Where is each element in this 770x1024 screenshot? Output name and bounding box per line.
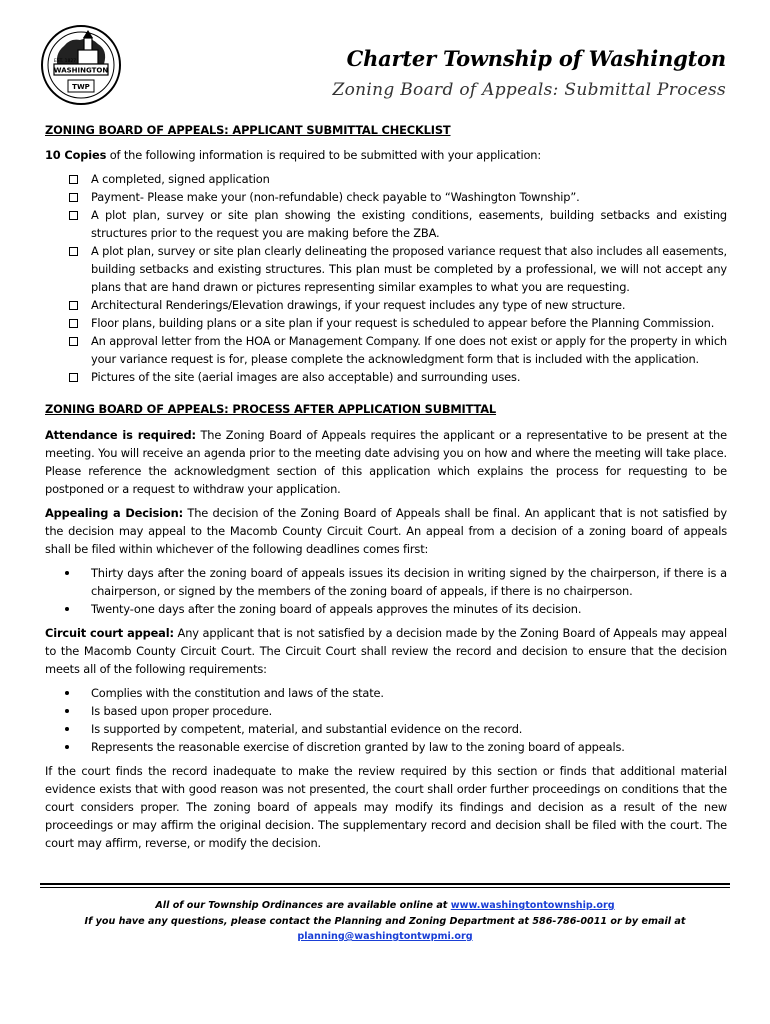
checkbox-icon[interactable] [69, 247, 78, 256]
appeal-text: The decision of the Zoning Board of Appeals shall be final. An applicant that is not satisfied by the decision may appeal to the Macomb County Circuit Court. An appeal from a decision of a zoning board of appeals shall be filed within whichever of the following deadlines comes first: [45, 506, 727, 556]
checklist-intro-text: of the following information is required to be submitted with your application: [106, 148, 542, 162]
circuit-requirements-list [45, 684, 727, 756]
bullet-icon [65, 607, 69, 611]
footer-divider-thin [40, 887, 730, 888]
attendance-paragraph [45, 426, 727, 498]
list-item-text: Is based upon proper procedure. [91, 704, 273, 718]
page-subtitle: Zoning Board of Appeals: Submittal Process [332, 80, 726, 100]
bullet-icon [65, 727, 69, 731]
list-item [45, 738, 727, 756]
list-item [45, 564, 727, 600]
footer-line-3 [40, 929, 730, 945]
checklist-item-text: Pictures of the site (aerial images are also acceptable) and surrounding uses. [91, 370, 521, 384]
checklist-item-text: Payment- Please make your (non-refundable) check payable to “Washington Township”. [91, 190, 580, 204]
process-heading: ZONING BOARD OF APPEALS: PROCESS AFTER APPLICATION SUBMITTAL [45, 402, 497, 416]
checklist-item [45, 314, 727, 332]
list-item-text: Thirty days after the zoning board of appeals issues its decision in writing signed by the chairperson, if there is a chairperson, or signed by the members of the zoning board of appeals, if there is no chairperson. [91, 566, 727, 598]
bullet-icon [65, 691, 69, 695]
logo-text-top: EST. 1827 [53, 59, 77, 64]
list-item-text: Twenty-one days after the zoning board of appeals approves the minutes of its decision. [91, 602, 582, 616]
website-link[interactable]: www.washingtontownship.org [450, 900, 615, 911]
circuit-label: Circuit court appeal: [45, 626, 174, 640]
circuit-paragraph [45, 624, 727, 678]
bullet-icon [65, 745, 69, 749]
list-item [45, 702, 727, 720]
checklist-item [45, 170, 727, 188]
checkbox-icon[interactable] [69, 373, 78, 382]
checklist-item [45, 206, 727, 242]
checklist [45, 170, 727, 386]
page-title: Charter Township of Washington [346, 46, 726, 71]
checklist-item-text: A plot plan, survey or site plan showing the existing conditions, easements, building setbacks and existing structures prior to the request you are making before the ZBA. [91, 208, 727, 240]
checklist-item-text: A completed, signed application [91, 172, 270, 186]
checklist-item-text: An approval letter from the HOA or Management Company. If one does not exist or apply for the property in which your variance request is for, please complete the acknowledgment form that is included with the application. [91, 334, 727, 366]
document-body [45, 121, 727, 852]
checkbox-icon[interactable] [69, 337, 78, 346]
footer-divider [40, 883, 730, 885]
checklist-item [45, 242, 727, 296]
attendance-text: The Zoning Board of Appeals requires the applicant or a representative to be present at the meeting. You will receive an agenda prior to the meeting date advising you on how and where the meeting will take place. Please reference the acknowledgment section of this application which explains the process for requesting to be postponed or a request to withdraw your application. [45, 428, 727, 496]
circuit-text: Any applicant that is not satisfied by a decision made by the Zoning Board of Appeals may appeal to the Macomb County Circuit Court. The Circuit Court shall review the record and decision to ensure that the decision meets all of the following requirements: [45, 626, 727, 676]
checkbox-icon[interactable] [69, 319, 78, 328]
township-seal-logo [40, 24, 122, 106]
appeal-label: Appealing a Decision: [45, 506, 183, 520]
checklist-item-text: Floor plans, building plans or a site plan if your request is scheduled to appear before the Planning Commission. [91, 316, 715, 330]
attendance-label: Attendance is required: [45, 428, 196, 442]
checklist-item-text: Architectural Renderings/Elevation drawings, if your request includes any type of new structure. [91, 298, 626, 312]
checklist-item-text: A plot plan, survey or site plan clearly delineating the proposed variance request that also includes all easements, building setbacks and existing structures. This plan must be completed by a professional, we will not accept any plans that are hand drawn or pictures representing similar examples to what you are requesting. [91, 244, 727, 294]
checklist-item [45, 296, 727, 314]
checklist-heading: ZONING BOARD OF APPEALS: APPLICANT SUBMITTAL CHECKLIST [45, 123, 451, 137]
closing-paragraph: If the court finds the record inadequate to make the review required by this section or finds that additional material evidence exists that with good reason was not presented, the court shall order further proceedings on conditions that the court considers proper. The zoning board of appeals may modify its findings and decision as a result of the new proceedings or may affirm the original decision. The supplementary record and decision shall be filed with the court. The court may affirm, reverse, or modify the decision. [45, 764, 727, 850]
checklist-item [45, 188, 727, 206]
bullet-icon [65, 571, 69, 575]
footer-ordinances-text: All of our Township Ordinances are available online at [155, 900, 451, 911]
email-link[interactable]: planning@washingtontwpmi.org [297, 931, 473, 942]
list-item [45, 600, 727, 618]
list-item-text: Is supported by competent, material, and substantial evidence on the record. [91, 722, 523, 736]
logo-text-bot: TWP [72, 83, 90, 91]
footer-contact-text: If you have any questions, please contact the Planning and Zoning Department at 586-786-0011 or by email at [84, 915, 686, 927]
bullet-icon [65, 709, 69, 713]
checkbox-icon[interactable] [69, 211, 78, 220]
checkbox-icon[interactable] [69, 175, 78, 184]
footer-line-1 [40, 898, 730, 914]
footer [40, 898, 730, 945]
appeal-deadlines-list [45, 564, 727, 618]
checklist-intro-bold: 10 Copies [45, 148, 107, 162]
list-item-text: Complies with the constitution and laws of the state. [91, 686, 384, 700]
checkbox-icon[interactable] [69, 301, 78, 310]
list-item-text: Represents the reasonable exercise of discretion granted by law to the zoning board of appeals. [91, 740, 625, 754]
appeal-paragraph [45, 504, 727, 558]
list-item [45, 684, 727, 702]
checkbox-icon[interactable] [69, 193, 78, 202]
list-item [45, 720, 727, 738]
checklist-item [45, 332, 727, 368]
checklist-intro [45, 146, 727, 164]
checklist-item [45, 368, 727, 386]
logo-text-mid: WASHINGTON [53, 66, 109, 75]
